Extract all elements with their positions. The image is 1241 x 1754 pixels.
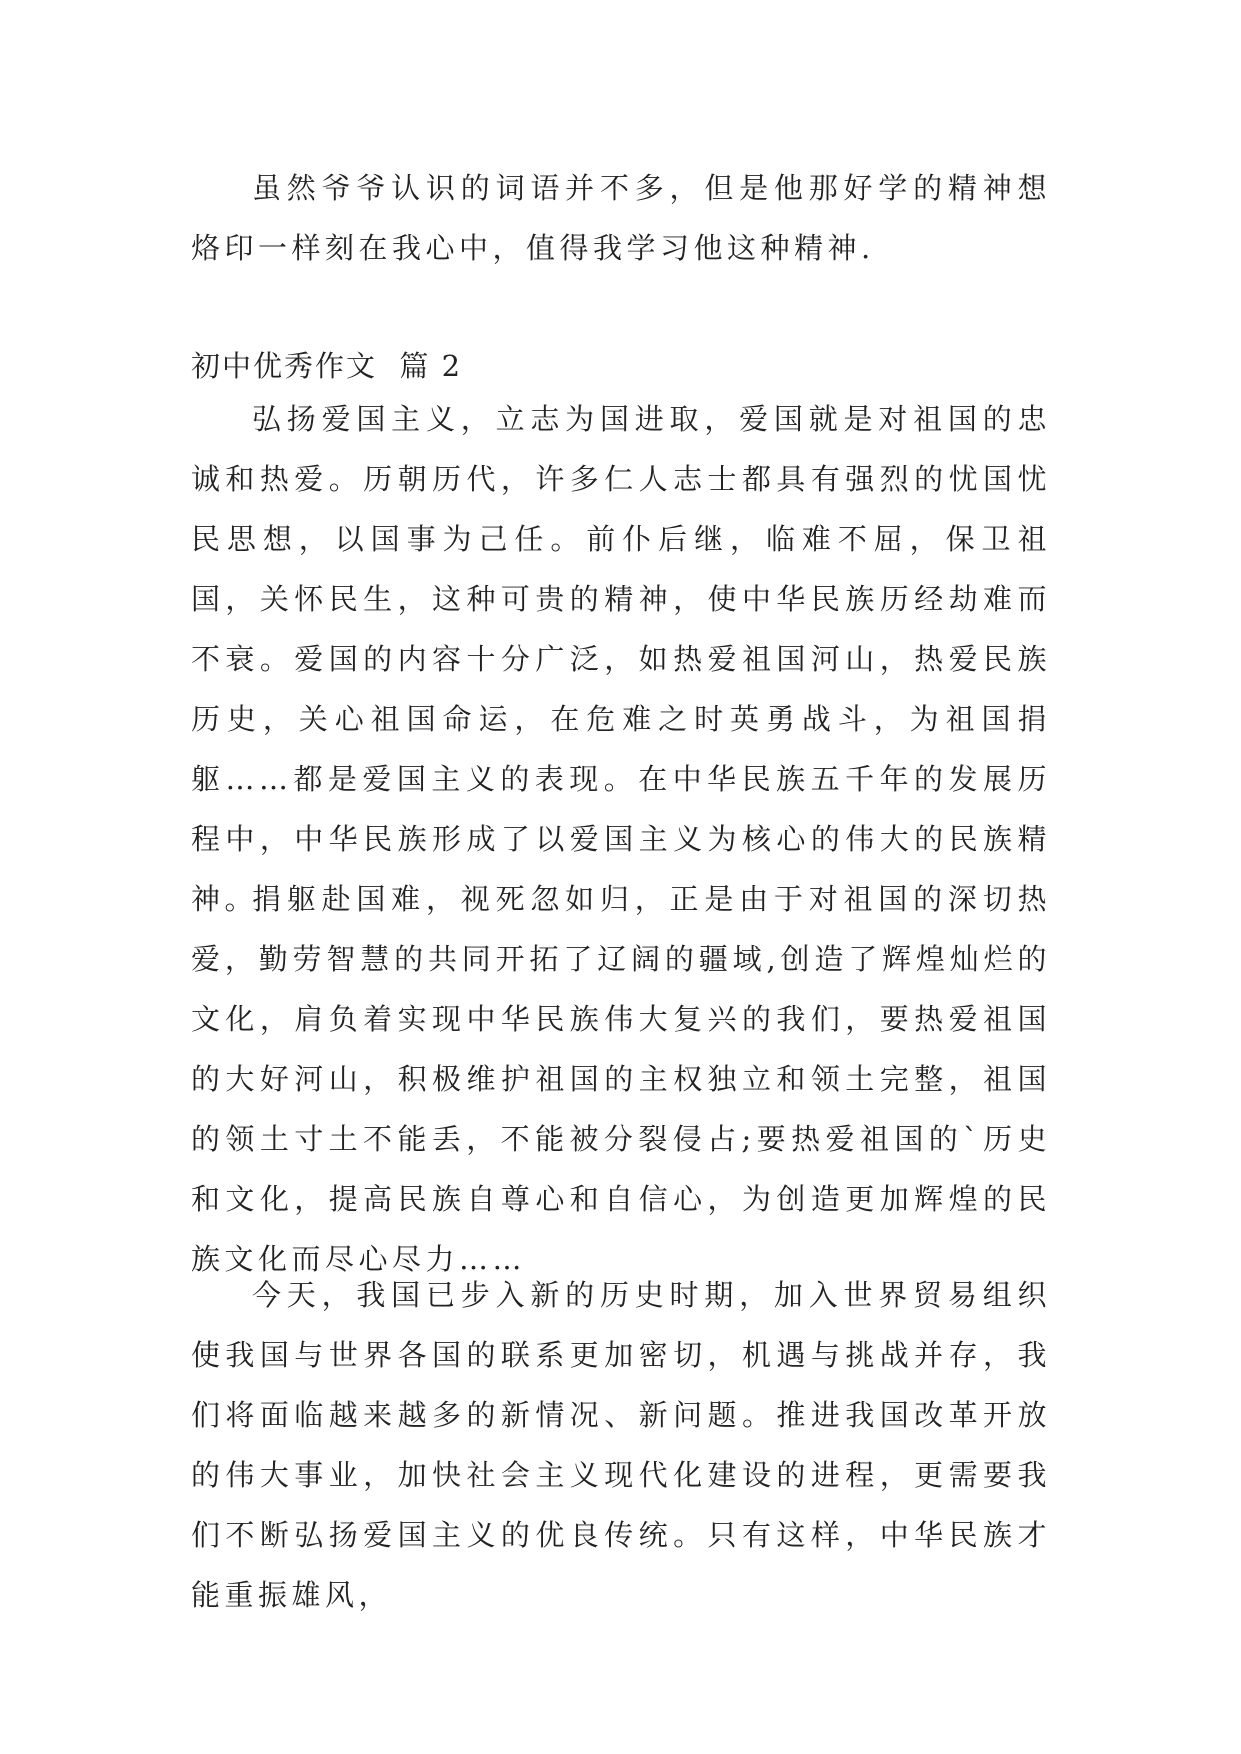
intro-paragraph: 虽然爷爷认识的词语并不多，但是他那好学的精神想烙印一样刻在我心中，值得我学习他这种精神. — [191, 171, 1051, 265]
body-paragraph: 今天，我国已步入新的历史时期，加入世界贸易组织使我国与世界各国的联系更加密切，机遇与挑战并存，我们将面临越来越多的新情况、新问题。推进我国改革开放的伟大事业，加快社会主义现代化建设的进程，更需要我们不断弘扬爱国主义的优良传统。只有这样，中华民族才能重振雄风， — [191, 1278, 1051, 1612]
body-paragraph: 捐躯赴国难，视死忽如归，正是由于对祖国的深切热爱，勤劳智慧的共同开拓了辽阔的疆域,创造了辉煌灿烂的文化，肩负着实现中华民族伟大复兴的我们，要热爱祖国的大好河山，积极维护祖国的主权独立和领土完整，祖国的领土寸土不能丢，不能被分裂侵占;要热爱祖国的`历史和文化，提高民族自尊心和自信心，为创造更加辉煌的民族文化而尽心尽力…… — [191, 882, 1051, 1276]
section-heading: 初中优秀作文 篇 2 — [191, 349, 463, 383]
body-paragraph: 弘扬爱国主义，立志为国进取，爱国就是对祖国的忠诚和热爱。历朝历代，许多仁人志士都具有强烈的忧国忧民思想，以国事为己任。前仆后继，临难不屈，保卫祖国，关怀民生，这种可贵的精神，使中华民族历经劫难而不衰。爱国的内容十分广泛，如热爱祖国河山，热爱民族历史，关心祖国命运，在危难之时英勇战斗，为祖国捐躯……都是爱国主义的表现。在中华民族五千年的发展历程中，中华民族形成了以爱国主义为核心的伟大的民族精神。 — [191, 402, 1051, 916]
